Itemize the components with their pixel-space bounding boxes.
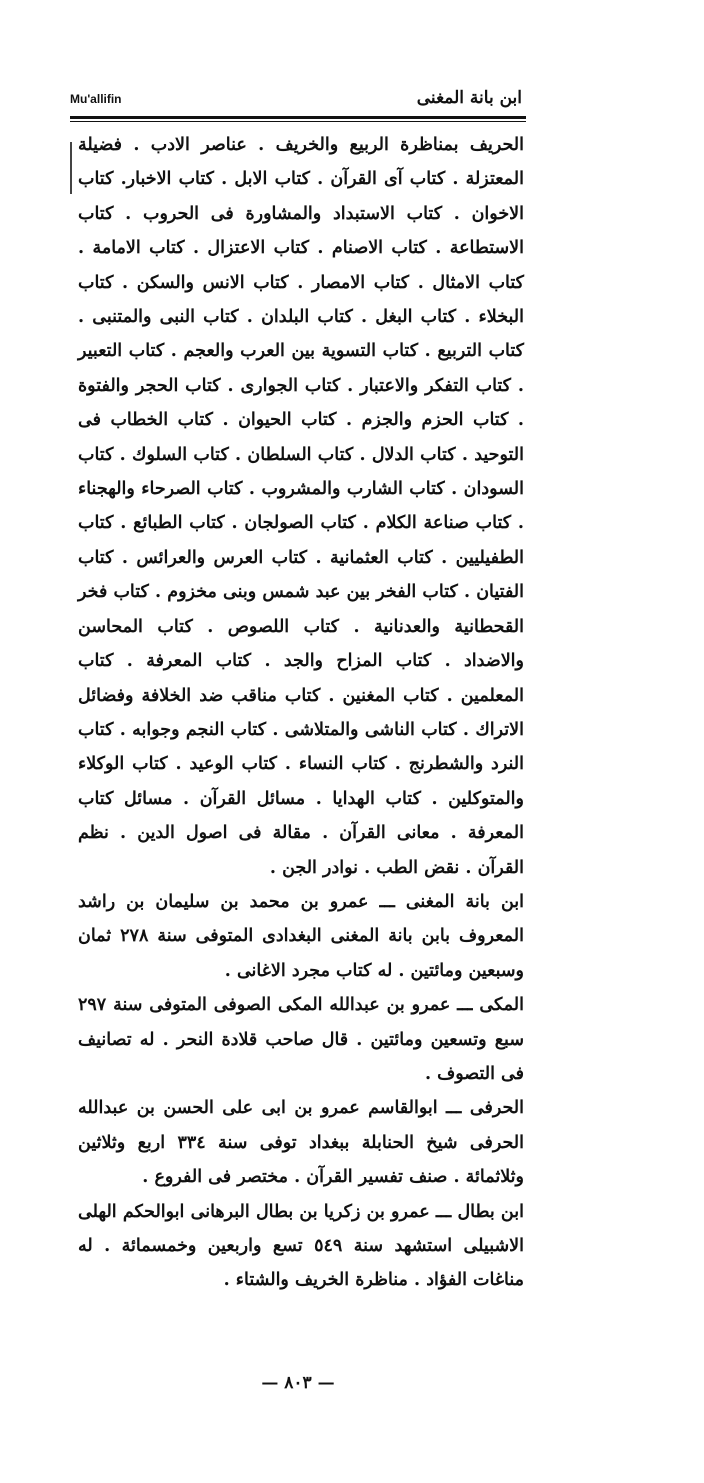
- entry-al-harafi: الحرفى ـــ ابوالقاسم عمرو بن ابى على الحسن بن عبدالله الحرفى شيخ الحنابلة ببغداد توفى سنة ٣٣٤ اربع وثلاثين وثلاثمائة . صنف تفسير القرآن . مختصر فى الفروع .: [78, 1098, 525, 1188]
- header-rule-thick: [70, 116, 526, 119]
- page-header: [70, 86, 526, 116]
- margin-mark: [70, 142, 72, 194]
- body-text: [78, 128, 524, 1298]
- page-number: — ٨٠٣ —: [261, 1373, 335, 1393]
- entry-ibn-bana: ابن بانة المغنى ـــ عمرو بن محمد بن سليمان بن راشد المعروف بابن بانة المغنى البغدادى المتوفى سنة ٢٧٨ ثمان وسبعين ومائتين . له كتاب مجرد الاغانى .: [78, 891, 524, 981]
- header-rule-thin: [70, 121, 526, 122]
- entry-al-makki: المكى ـــ عمرو بن عبدالله المكى الصوفى المتوفى سنة ٢٩٧ سبع وتسعين ومائتين . قال صاحب قلادة النحر . له تصانيف فى التصوف .: [78, 995, 524, 1084]
- book-list-paragraph: الحريف بمناظرة الربيع والخريف . عناصر الادب . فضيلة المعتزلة . كتاب آى القرآن . كتاب الابل . كتاب الاخبار. كتاب الاخوان . كتاب الاستبداد والمشاورة فى الحروب . كتاب الاستطاعة . كتاب الاصنام . كتاب الاعتزال . كتاب الامامة . كتاب الامثال . كتاب الامصار . كتاب الانس والسكن . كتاب البخلاء . كتاب البغل . كتاب البلدان . كتاب النبى والمتنبى . كتاب التربيع . كتاب التسوية بين العرب والعجم . كتاب التعبير . كتاب التفكر والاعتبار . كتاب الجوارى . كتاب الحجر والفتوة . كتاب الحزم والجزم . كتاب الحيوان . كتاب الخطاب فى التوحيد . كتاب الدلال . كتاب السلطان . كتاب السلوك . كتاب السودان . كتاب الشارب والمشروب . كتاب الصرحاء والهجناء . كتاب صناعة الكلام . كتاب الصولجان . كتاب الطبائع . كتاب الطفيليين . كتاب العثمانية . كتاب العرس والعرائس . كتاب الفتيان . كتاب الفخر بين عبد شمس وبنى مخزوم . كتاب فخر القحطانية والعدنانية . كتاب اللصوص . كتاب المحاسن والاضداد . كتاب المزاح والجد . كتاب المعرفة . كتاب المعلمين . كتاب المغنين . كتاب مناقب ضد الخلافة وفضائل الاتراك . كتاب الناشى والمتلاشى . كتاب النجم وجوابه . كتاب النرد والشطرنج . كتاب النساء . كتاب الوعيد . كتاب الوكلاء والمتوكلين . كتاب الهدايا . مسائل القرآن . مسائل كتاب المعرفة . معانى القرآن . مقالة فى اصول الدين . نظم القرآن . نقض الطب . نوادر الجن .: [78, 135, 524, 878]
- running-header-title: ابن بانة المغنى: [416, 88, 522, 108]
- entry-ibn-battal: ابن بطال ـــ عمرو بن زكريا بن بطال البرهانى ابوالحكم الهلى الاشبيلى استشهد سنة ٥٤٩ تسع واربعين وخمسمائة . له مناغات الفؤاد . مناظرة الخريف والشتاء .: [78, 1201, 524, 1291]
- running-header-latin: Mu'allifin: [70, 92, 122, 106]
